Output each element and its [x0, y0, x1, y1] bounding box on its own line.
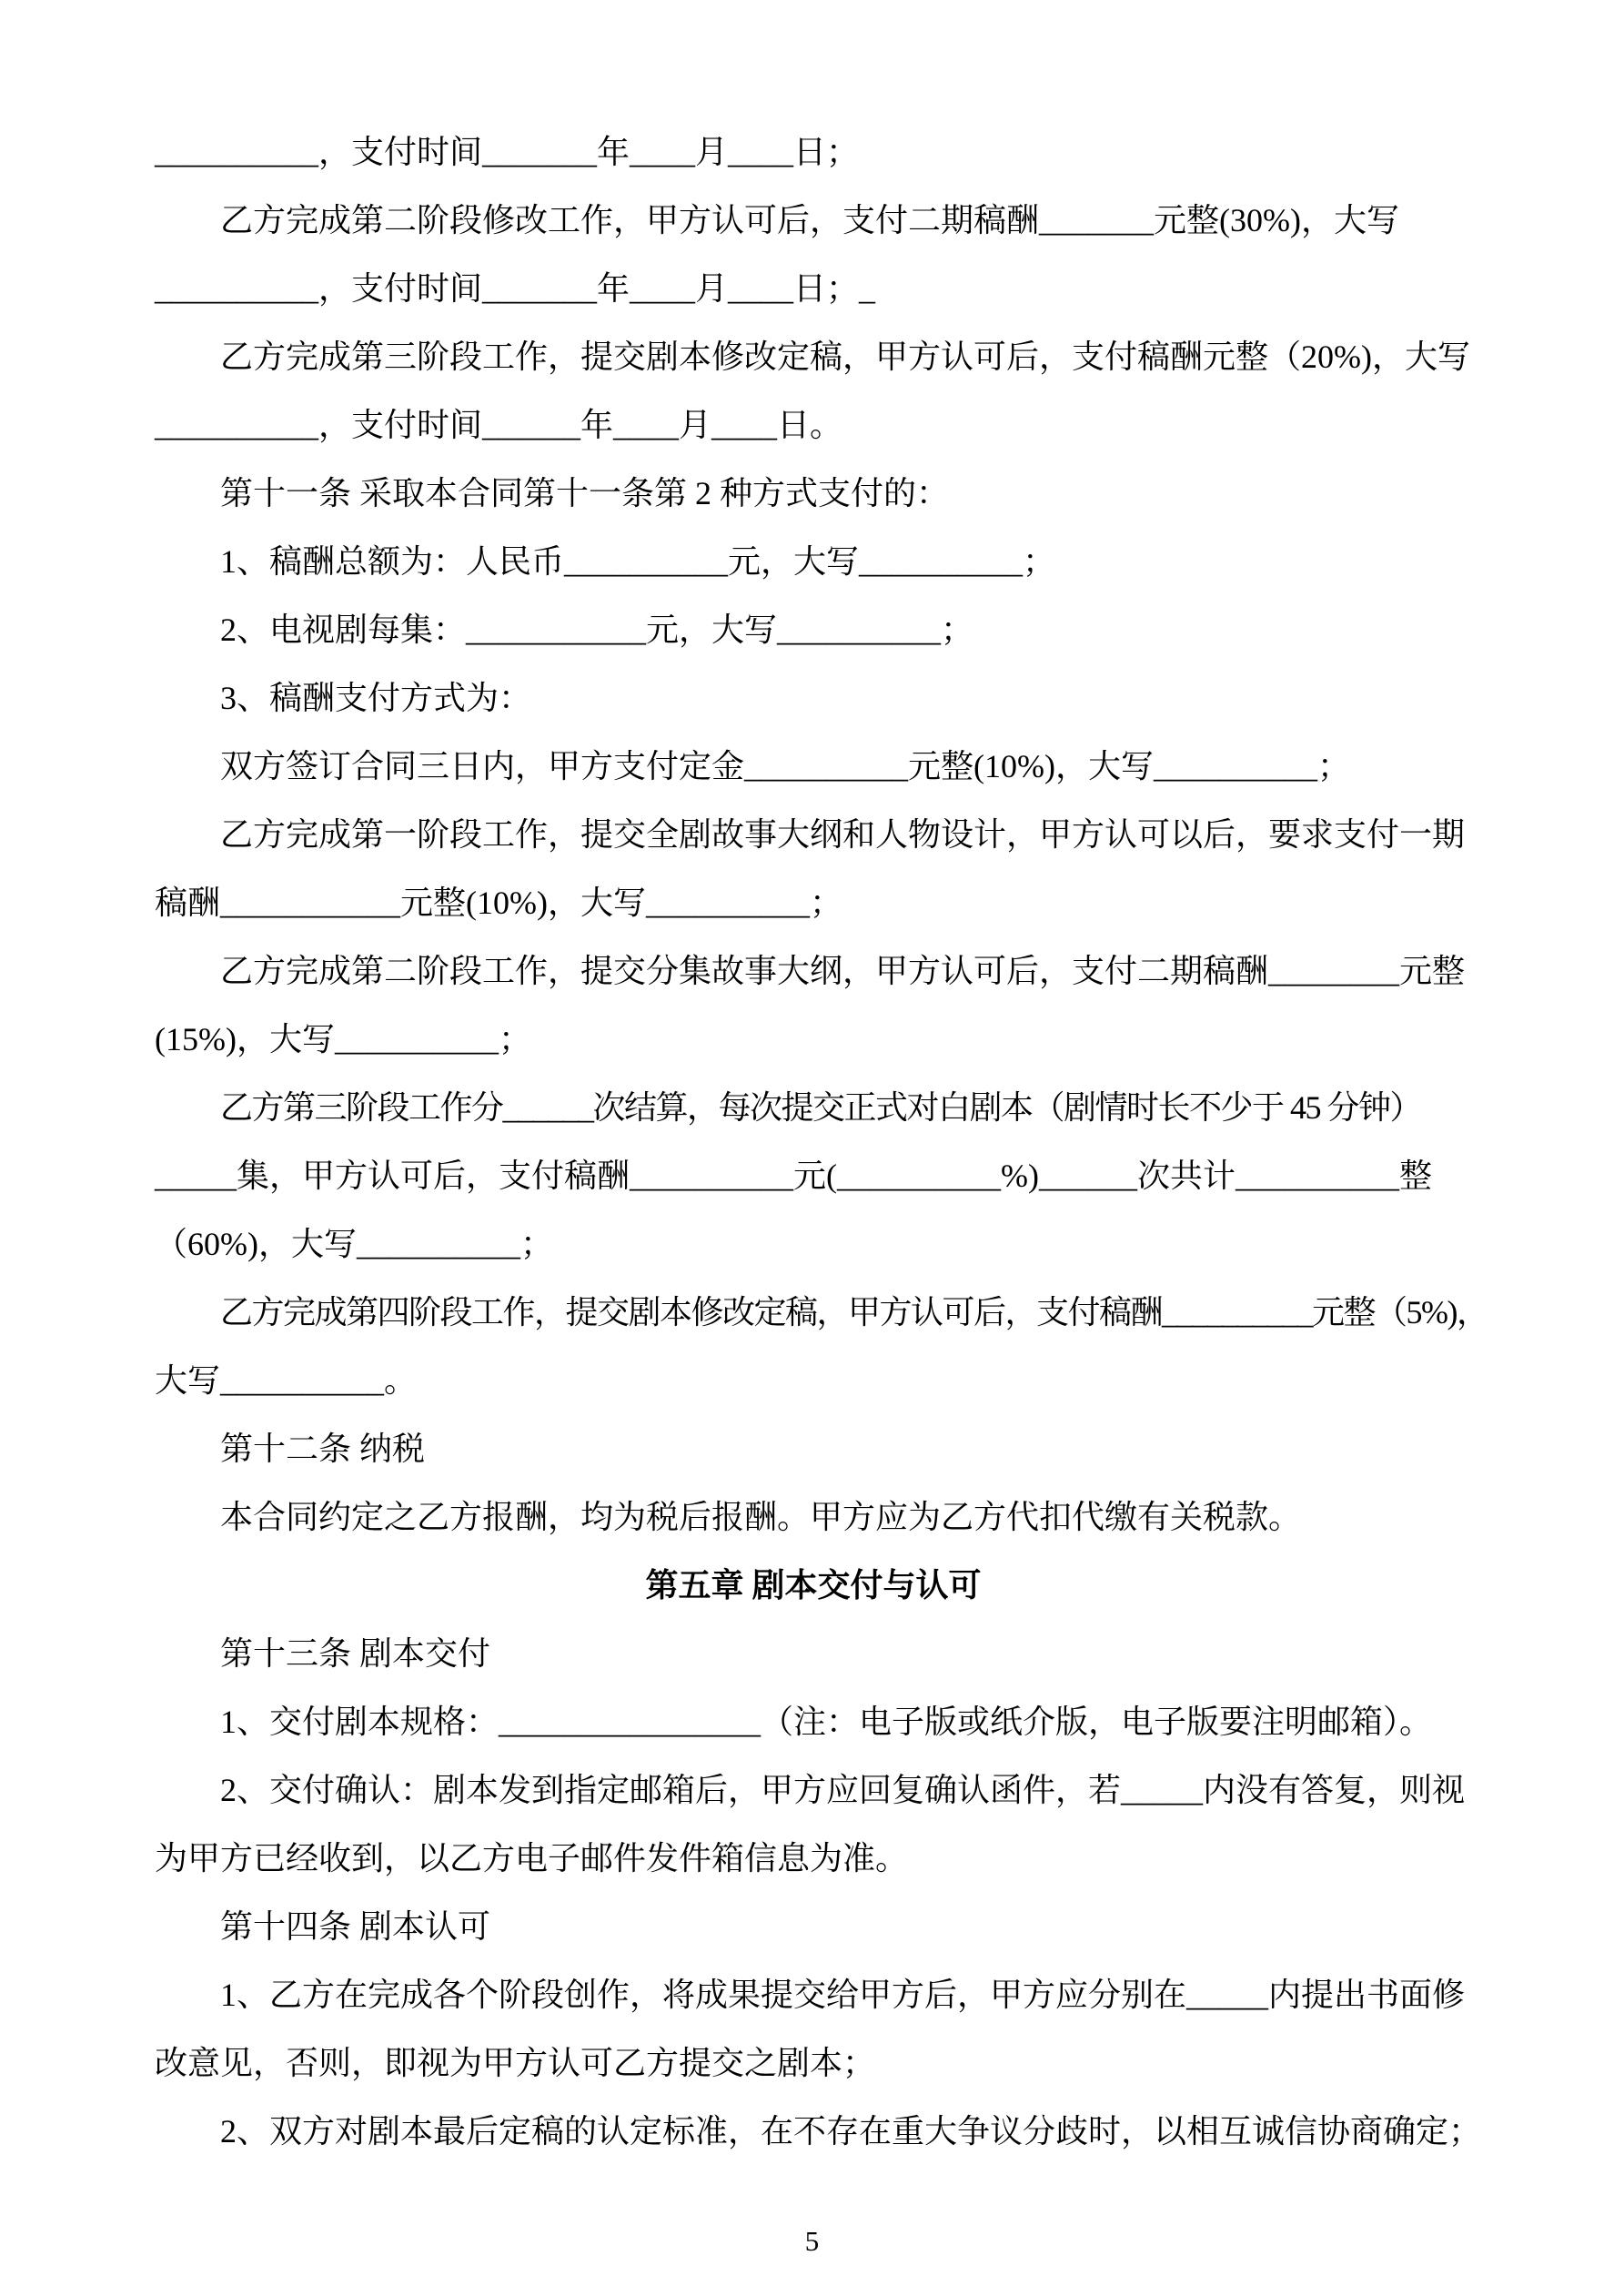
contract-line: 为甲方已经收到，以乙方电子邮件发件箱信息为准。: [155, 1840, 909, 1876]
clause-14-heading: 第十四条 剧本认可: [220, 1908, 491, 1945]
contract-line: 稿酬___________元整(10%)，大写__________；: [155, 885, 842, 921]
clause-13-heading: 第十三条 剧本交付: [220, 1635, 491, 1672]
contract-line: 本合同约定之乙方报酬，均为税后报酬。甲方应为乙方代扣代缴有关税款。: [220, 1499, 1302, 1535]
contract-line: _____集，甲方认可后，支付稿酬__________元(__________%)______次共计__________整: [155, 1158, 1432, 1194]
contract-line: 双方签订合同三日内，甲方支付定金__________元整(10%)，大写__________；: [220, 748, 1350, 784]
contract-line: 2、电视剧每集：___________元，大写__________；: [220, 612, 974, 648]
contract-line: 1、乙方在完成各个阶段创作，将成果提交给甲方后，甲方应分别在_____内提出书面修: [220, 1977, 1466, 2013]
contract-line: 乙方第三阶段工作分______次结算，每次提交正式对白剧本（剧情时长不少于 45 分钟）: [220, 1089, 1422, 1126]
contract-line: __________，支付时间_______年____月____日；: [155, 134, 860, 170]
contract-line: 1、稿酬总额为：人民币__________元，大写__________；: [220, 543, 1056, 580]
contract-line: 3、稿酬支付方式为：: [220, 680, 532, 716]
clause-11-heading: 第十一条 采取本合同第十一条第 2 种方式支付的：: [220, 475, 950, 511]
contract-line: 乙方完成第四阶段工作，提交剧本修改定稿，甲方认可后，支付稿酬__________元整（5%)，: [220, 1294, 1488, 1330]
contract-line: 乙方完成第一阶段工作，提交全剧故事大纲和人物设计，甲方认可以后，要求支付一期: [220, 816, 1466, 853]
contract-line: 乙方完成第三阶段工作，提交剧本修改定稿，甲方认可后，支付稿酬元整（20%)，大写: [220, 339, 1470, 375]
clause-12-heading: 第十二条 纳税: [220, 1431, 426, 1467]
contract-line: 2、交付确认：剧本发到指定邮箱后，甲方应回复确认函件，若_____内没有答复，则视: [220, 1772, 1466, 1808]
chapter-heading: 第五章 剧本交付与认可: [645, 1567, 982, 1603]
page-number: 5: [804, 2225, 820, 2257]
contract-line: __________，支付时间_______年____月____日；_: [155, 270, 876, 307]
contract-line: （60%)，大写__________；: [155, 1226, 553, 1262]
contract-line: __________，支付时间______年____月____日。: [155, 407, 843, 443]
contract-line: 改意见，否则，即视为甲方认可乙方提交之剧本；: [155, 2045, 876, 2081]
contract-line: 乙方完成第二阶段修改工作，甲方认可后，支付二期稿酬_______元整(30%)，大写: [220, 202, 1399, 238]
contract-line: (15%)，大写__________；: [155, 1021, 531, 1057]
contract-line: 乙方完成第二阶段工作，提交分集故事大纲，甲方认可后，支付二期稿酬________元整: [220, 953, 1466, 989]
contract-line: 大写__________。: [155, 1362, 418, 1399]
contract-line: 2、双方对剧本最后定稿的认定标准，在不存在重大争议分歧时，以相互诚信协商确定；: [220, 2113, 1482, 2149]
contract-body: [155, 118, 1488, 2166]
contract-line: 1、交付剧本规格：________________（注：电子版或纸介版，电子版要注明邮箱）。: [220, 1704, 1433, 1740]
